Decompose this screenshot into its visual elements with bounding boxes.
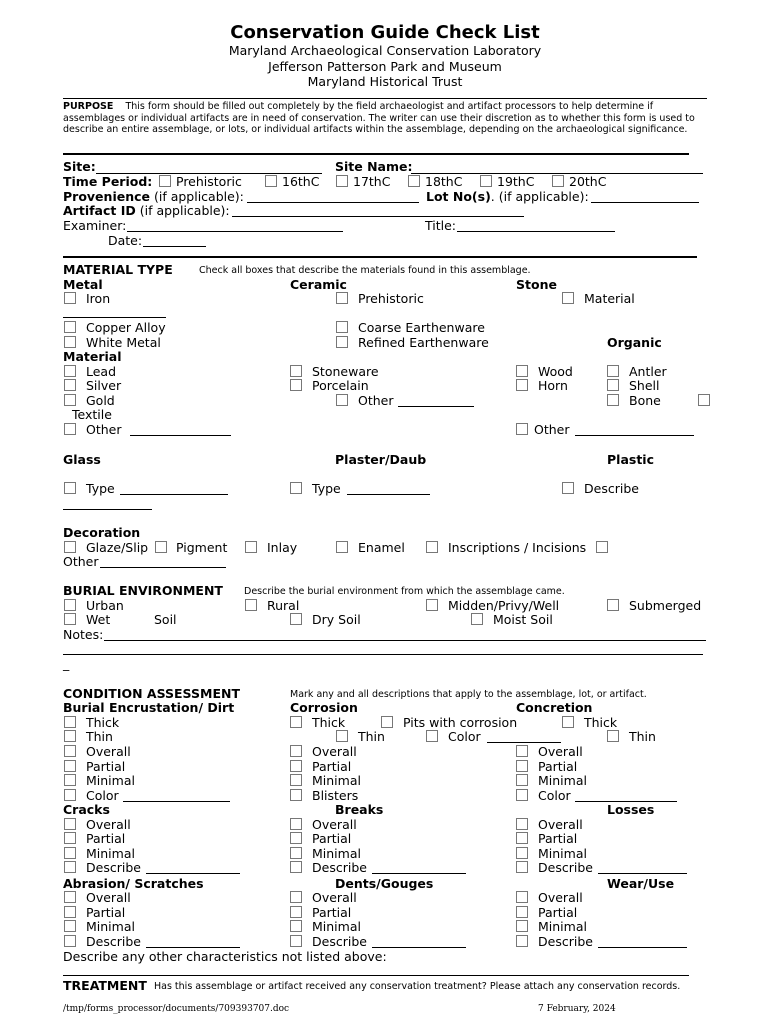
prehistoric-period-label: Prehistoric xyxy=(176,174,242,189)
cracks-minimal-label: Minimal xyxy=(86,846,135,861)
dents-heading: Dents/Gouges xyxy=(335,876,434,891)
concretion-thin-label: Thin xyxy=(629,729,656,744)
wood-label: Wood xyxy=(538,364,573,379)
notes-field-line-1[interactable] xyxy=(104,640,706,641)
info-rule xyxy=(63,256,697,258)
white-metal-label: White Metal xyxy=(86,335,161,350)
concretion-minimal-label: Minimal xyxy=(538,773,587,788)
refined-earthenware-checkbox[interactable] xyxy=(336,336,348,348)
shell-label: Shell xyxy=(629,378,660,393)
purpose-text: This form should be filled out completely by the field archaeologist and artifact processors to help determine if assemblages or individual artifacts are in need of conservation. The writer can use their discretion as to whether this form is used to describe an entire assemblage, or lots, or individual artifacts within the assemblage, depending on the archaeological significance. xyxy=(63,101,695,135)
shell-checkbox[interactable] xyxy=(607,379,619,391)
wear-describe-field[interactable] xyxy=(598,947,687,948)
glass-type-field[interactable] xyxy=(120,494,228,495)
urban-label: Urban xyxy=(86,598,124,613)
corrosion-color-checkbox[interactable] xyxy=(426,730,438,742)
plaster-heading: Plaster/Daub xyxy=(335,452,427,467)
encrust-thick-checkbox[interactable] xyxy=(64,716,76,728)
wear-describe-label: Describe xyxy=(538,934,593,949)
burial-heading: BURIAL ENVIRONMENT xyxy=(63,583,223,598)
concretion-thick-label: Thick xyxy=(584,715,618,730)
losses-overall-label: Overall xyxy=(538,817,583,832)
losses-minimal-label: Minimal xyxy=(538,846,587,861)
19thc-checkbox[interactable] xyxy=(480,175,492,187)
stone-heading: Stone xyxy=(516,277,557,292)
lot-field[interactable] xyxy=(591,202,699,203)
header-rule xyxy=(63,98,707,99)
losses-describe-label: Describe xyxy=(538,860,593,875)
breaks-partial-checkbox[interactable] xyxy=(290,832,302,844)
plaster-type-label: Type xyxy=(312,481,341,496)
breaks-describe-field[interactable] xyxy=(372,873,466,874)
concretion-partial-checkbox[interactable] xyxy=(516,760,528,772)
stoneware-checkbox[interactable] xyxy=(290,365,302,377)
concretion-color-checkbox[interactable] xyxy=(516,789,528,801)
plaster-type-checkbox[interactable] xyxy=(290,482,302,494)
lead-checkbox[interactable] xyxy=(64,365,76,377)
pits-checkbox[interactable] xyxy=(381,716,393,728)
glaze-slip-label: Glaze/Slip xyxy=(86,540,149,555)
artifact-id-field[interactable] xyxy=(232,216,524,217)
artifact-id-label: Artifact ID (if applicable): xyxy=(63,203,230,218)
encrust-minimal-label: Minimal xyxy=(86,773,135,788)
pits-label: Pits with corrosion xyxy=(403,715,518,730)
abrasion-overall-checkbox[interactable] xyxy=(64,891,76,903)
horn-checkbox[interactable] xyxy=(516,379,528,391)
ceramic-other-label: Other xyxy=(358,393,394,408)
abrasion-minimal-label: Minimal xyxy=(86,919,135,934)
metal-blank-line xyxy=(63,317,166,318)
wear-heading: Wear/Use xyxy=(607,876,675,891)
white-metal-checkbox[interactable] xyxy=(64,336,76,348)
20thc-checkbox[interactable] xyxy=(552,175,564,187)
copper-alloy-label: Copper Alloy xyxy=(86,320,166,335)
corrosion-thick-label: Thick xyxy=(312,715,346,730)
pigment-label: Pigment xyxy=(176,540,228,555)
notes-dash: _ xyxy=(63,656,70,671)
corrosion-heading: Corrosion xyxy=(290,700,358,715)
breaks-overall-checkbox[interactable] xyxy=(290,818,302,830)
wear-minimal-checkbox[interactable] xyxy=(516,920,528,932)
ceramic-other-field[interactable] xyxy=(398,406,474,407)
dents-describe-checkbox[interactable] xyxy=(290,935,302,947)
concretion-heading: Concretion xyxy=(516,700,593,715)
iron-checkbox[interactable] xyxy=(64,292,76,304)
silver-label: Silver xyxy=(86,378,122,393)
glass-extra-line xyxy=(63,509,152,510)
20thc-label: 20thC xyxy=(569,174,607,189)
breaks-describe-checkbox[interactable] xyxy=(290,861,302,873)
condition-note: Mark any and all descriptions that apply to the assemblage, lot, or artifact. xyxy=(290,689,647,700)
corrosion-thin-label: Thin xyxy=(358,729,385,744)
18thc-label: 18thC xyxy=(425,174,463,189)
examiner-label: Examiner: xyxy=(63,218,127,233)
dents-minimal-checkbox[interactable] xyxy=(290,920,302,932)
header-line-2: Jefferson Patterson Park and Museum xyxy=(268,59,502,74)
decoration-other-label: Other xyxy=(63,554,99,569)
copper-alloy-checkbox[interactable] xyxy=(64,321,76,333)
urban-checkbox[interactable] xyxy=(64,599,76,611)
organic-heading: Organic xyxy=(607,335,662,350)
coarse-earthenware-checkbox[interactable] xyxy=(336,321,348,333)
cracks-overall-label: Overall xyxy=(86,817,131,832)
losses-partial-label: Partial xyxy=(538,831,578,846)
footer-date: 7 February, 2024 xyxy=(538,1004,616,1014)
metal-other-label: Other xyxy=(86,422,122,437)
plastic-heading: Plastic xyxy=(607,452,654,467)
encrust-partial-label: Partial xyxy=(86,759,126,774)
losses-heading: Losses xyxy=(607,802,655,817)
losses-describe-checkbox[interactable] xyxy=(516,861,528,873)
stone-material-label: Material xyxy=(584,291,635,306)
abrasion-partial-label: Partial xyxy=(86,905,126,920)
rural-label: Rural xyxy=(267,598,300,613)
abrasion-describe-checkbox[interactable] xyxy=(64,935,76,947)
ceramic-heading: Ceramic xyxy=(290,277,347,292)
textile-label: Textile xyxy=(72,407,112,422)
abrasion-minimal-checkbox[interactable] xyxy=(64,920,76,932)
corrosion-minimal-label: Minimal xyxy=(312,773,361,788)
horn-label: Horn xyxy=(538,378,568,393)
dents-describe-field[interactable] xyxy=(372,947,466,948)
decoration-heading: Decoration xyxy=(63,525,141,540)
metal-other-checkbox[interactable] xyxy=(64,423,76,435)
blisters-label: Blisters xyxy=(312,788,359,803)
date-field[interactable] xyxy=(143,246,206,247)
glaze-slip-checkbox[interactable] xyxy=(64,541,76,553)
glass-heading: Glass xyxy=(63,452,101,467)
midden-label: Midden/Privy/Well xyxy=(448,598,560,613)
inscriptions-label: Inscriptions / Incisions xyxy=(448,540,587,555)
concretion-partial-label: Partial xyxy=(538,759,578,774)
glass-type-label: Type xyxy=(86,481,115,496)
other-characteristics-field[interactable] xyxy=(63,975,689,976)
dents-describe-label: Describe xyxy=(312,934,367,949)
breaks-partial-label: Partial xyxy=(312,831,352,846)
bone-label: Bone xyxy=(629,393,661,408)
encrust-thin-label: Thin xyxy=(86,729,113,744)
material-heading: MATERIAL TYPE xyxy=(63,262,173,277)
wear-minimal-label: Minimal xyxy=(538,919,587,934)
cracks-heading: Cracks xyxy=(63,802,110,817)
losses-partial-checkbox[interactable] xyxy=(516,832,528,844)
antler-label: Antler xyxy=(629,364,667,379)
enamel-label: Enamel xyxy=(358,540,405,555)
gold-checkbox[interactable] xyxy=(64,394,76,406)
inlay-checkbox[interactable] xyxy=(245,541,257,553)
glass-type-checkbox[interactable] xyxy=(64,482,76,494)
wood-checkbox[interactable] xyxy=(516,365,528,377)
enamel-checkbox[interactable] xyxy=(336,541,348,553)
plastic-describe-label: Describe xyxy=(584,481,639,496)
pigment-checkbox[interactable] xyxy=(155,541,167,553)
inlay-label: Inlay xyxy=(267,540,298,555)
metal-heading: Metal xyxy=(63,277,103,292)
breaks-overall-label: Overall xyxy=(312,817,357,832)
purpose-block xyxy=(63,101,703,136)
wet-label: Wet xyxy=(86,612,111,627)
prehistoric-period-checkbox[interactable] xyxy=(159,175,171,187)
losses-minimal-checkbox[interactable] xyxy=(516,847,528,859)
lead-label: Lead xyxy=(86,364,117,379)
concretion-overall-label: Overall xyxy=(538,744,583,759)
corrosion-overall-label: Overall xyxy=(312,744,357,759)
stone-material-checkbox[interactable] xyxy=(562,292,574,304)
encrust-overall-checkbox[interactable] xyxy=(64,745,76,757)
16thc-checkbox[interactable] xyxy=(265,175,277,187)
concretion-color-label: Color xyxy=(538,788,571,803)
wear-overall-checkbox[interactable] xyxy=(516,891,528,903)
purpose-rule xyxy=(63,153,689,155)
stone-other-checkbox[interactable] xyxy=(516,423,528,435)
dry-soil-checkbox[interactable] xyxy=(290,613,302,625)
encrust-color-label: Color xyxy=(86,788,119,803)
encrust-color-checkbox[interactable] xyxy=(64,789,76,801)
decoration-other-field[interactable] xyxy=(100,567,226,568)
19thc-label: 19thC xyxy=(497,174,535,189)
wear-overall-label: Overall xyxy=(538,890,583,905)
17thc-checkbox[interactable] xyxy=(336,175,348,187)
stoneware-label: Stoneware xyxy=(312,364,379,379)
losses-describe-field[interactable] xyxy=(598,873,687,874)
porcelain-label: Porcelain xyxy=(312,378,369,393)
ceramic-other-checkbox[interactable] xyxy=(336,394,348,406)
breaks-describe-label: Describe xyxy=(312,860,367,875)
corrosion-thin-checkbox[interactable] xyxy=(336,730,348,742)
encrust-thin-checkbox[interactable] xyxy=(64,730,76,742)
wear-partial-label: Partial xyxy=(538,905,578,920)
abrasion-describe-label: Describe xyxy=(86,934,141,949)
material-subheading: Material xyxy=(63,349,122,364)
corrosion-overall-checkbox[interactable] xyxy=(290,745,302,757)
refined-earthenware-label: Refined Earthenware xyxy=(358,335,489,350)
wet-soil-checkbox[interactable] xyxy=(64,613,76,625)
dents-overall-label: Overall xyxy=(312,890,357,905)
concretion-thick-checkbox[interactable] xyxy=(562,716,574,728)
losses-overall-checkbox[interactable] xyxy=(516,818,528,830)
decoration-other-checkbox[interactable] xyxy=(596,541,608,553)
cracks-describe-checkbox[interactable] xyxy=(64,861,76,873)
cracks-partial-label: Partial xyxy=(86,831,126,846)
midden-checkbox[interactable] xyxy=(426,599,438,611)
inscriptions-checkbox[interactable] xyxy=(426,541,438,553)
antler-checkbox[interactable] xyxy=(607,365,619,377)
time-period-label: Time Period: xyxy=(63,174,153,189)
bone-checkbox[interactable] xyxy=(607,394,619,406)
ceramic-prehistoric-label: Prehistoric xyxy=(358,291,424,306)
treatment-heading: TREATMENT xyxy=(63,978,147,993)
corrosion-partial-label: Partial xyxy=(312,759,352,774)
other-characteristics-label: Describe any other characteristics not listed above: xyxy=(63,949,387,964)
concretion-overall-checkbox[interactable] xyxy=(516,745,528,757)
notes-field-line-2[interactable] xyxy=(63,654,703,655)
cracks-overall-checkbox[interactable] xyxy=(64,818,76,830)
corrosion-minimal-checkbox[interactable] xyxy=(290,774,302,786)
silver-checkbox[interactable] xyxy=(64,379,76,391)
encrust-partial-checkbox[interactable] xyxy=(64,760,76,772)
treatment-text: Has this assemblage or artifact received any conservation treatment? Please attach any conservation records. xyxy=(154,981,681,992)
breaks-minimal-checkbox[interactable] xyxy=(290,847,302,859)
moist-soil-checkbox[interactable] xyxy=(471,613,483,625)
gold-label: Gold xyxy=(86,393,115,408)
wear-describe-checkbox[interactable] xyxy=(516,935,528,947)
cracks-minimal-checkbox[interactable] xyxy=(64,847,76,859)
abrasion-partial-checkbox[interactable] xyxy=(64,906,76,918)
title-label: Title: xyxy=(425,218,456,233)
plastic-describe-checkbox[interactable] xyxy=(562,482,574,494)
footer-path: /tmp/forms_processor/documents/709393707.doc xyxy=(63,1004,290,1014)
dents-minimal-label: Minimal xyxy=(312,919,361,934)
stone-other-field[interactable] xyxy=(575,435,694,436)
title-field[interactable] xyxy=(457,231,615,232)
corrosion-partial-checkbox[interactable] xyxy=(290,760,302,772)
cracks-partial-checkbox[interactable] xyxy=(64,832,76,844)
header-line-1: Maryland Archaeological Conservation Laboratory xyxy=(228,43,542,58)
cracks-describe-label: Describe xyxy=(86,860,141,875)
encrust-overall-label: Overall xyxy=(86,744,131,759)
abrasion-heading: Abrasion/ Scratches xyxy=(63,876,204,891)
examiner-field[interactable] xyxy=(127,231,343,232)
condition-heading: CONDITION ASSESSMENT xyxy=(63,686,240,701)
encrust-minimal-checkbox[interactable] xyxy=(64,774,76,786)
stone-other-label: Other xyxy=(534,422,570,437)
dents-partial-label: Partial xyxy=(312,905,352,920)
rural-checkbox[interactable] xyxy=(245,599,257,611)
provenience-field[interactable] xyxy=(247,202,419,203)
lot-label: Lot No(s). (if applicable): xyxy=(426,189,589,204)
wear-partial-checkbox[interactable] xyxy=(516,906,528,918)
porcelain-checkbox[interactable] xyxy=(290,379,302,391)
encrust-color-field[interactable] xyxy=(123,801,230,802)
dents-partial-checkbox[interactable] xyxy=(290,906,302,918)
metal-other-field[interactable] xyxy=(130,435,231,436)
page-title: Conservation Guide Check List xyxy=(230,22,540,43)
site-name-label: Site Name: xyxy=(335,159,413,174)
iron-label: Iron xyxy=(86,291,111,306)
textile-checkbox[interactable] xyxy=(698,394,710,406)
burial-note: Describe the burial environment from which the assemblage came. xyxy=(244,586,565,597)
notes-label: Notes: xyxy=(63,627,104,642)
moist-soil-label: Moist Soil xyxy=(493,612,553,627)
purpose-label: PURPOSE xyxy=(63,101,114,112)
submerged-checkbox[interactable] xyxy=(607,599,619,611)
corrosion-color-label: Color xyxy=(448,729,481,744)
abrasion-describe-field[interactable] xyxy=(146,947,240,948)
site-label: Site: xyxy=(63,159,96,174)
material-note: Check all boxes that describe the materials found in this assemblage. xyxy=(199,265,531,276)
header-line-3: Maryland Historical Trust xyxy=(307,74,463,89)
18thc-checkbox[interactable] xyxy=(408,175,420,187)
breaks-minimal-label: Minimal xyxy=(312,846,361,861)
ceramic-prehistoric-checkbox[interactable] xyxy=(336,292,348,304)
coarse-earthenware-label: Coarse Earthenware xyxy=(358,320,485,335)
breaks-heading: Breaks xyxy=(335,802,384,817)
blisters-checkbox[interactable] xyxy=(290,789,302,801)
abrasion-overall-label: Overall xyxy=(86,890,131,905)
provenience-label: Provenience (if applicable): xyxy=(63,189,244,204)
cracks-describe-field[interactable] xyxy=(146,873,240,874)
plaster-type-field[interactable] xyxy=(347,494,430,495)
dry-soil-label: Dry Soil xyxy=(312,612,361,627)
concretion-minimal-checkbox[interactable] xyxy=(516,774,528,786)
encrustation-heading: Burial Encrustation/ Dirt xyxy=(63,700,235,715)
date-label: Date: xyxy=(108,233,143,248)
soil-label: Soil xyxy=(154,612,177,627)
16thc-label: 16thC xyxy=(282,174,320,189)
corrosion-thick-checkbox[interactable] xyxy=(290,716,302,728)
corrosion-color-field[interactable] xyxy=(487,742,561,743)
encrust-thick-label: Thick xyxy=(86,715,120,730)
concretion-thin-checkbox[interactable] xyxy=(607,730,619,742)
17thc-label: 17thC xyxy=(353,174,391,189)
submerged-label: Submerged xyxy=(629,598,702,613)
dents-overall-checkbox[interactable] xyxy=(290,891,302,903)
